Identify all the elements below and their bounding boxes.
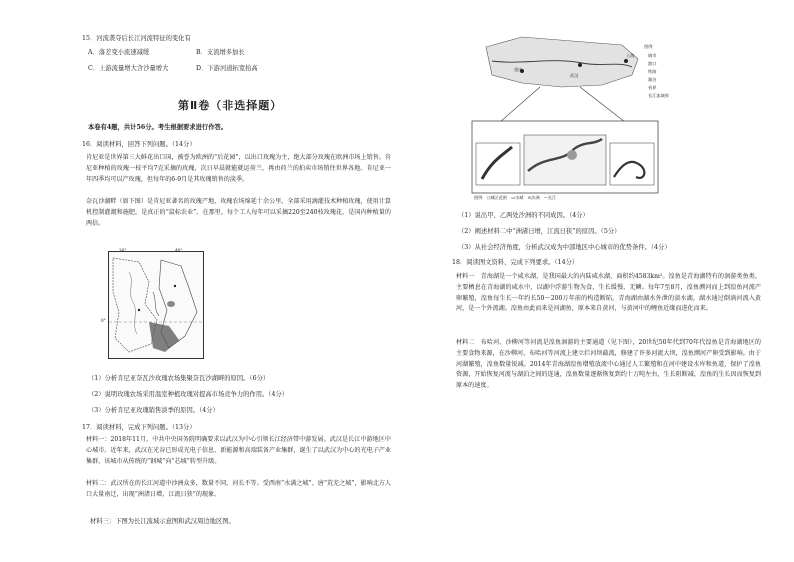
q16-material-1: 肯尼亚是世界第三大鲜花出口国，被誉为欧洲的“后花园”，以出口玫瑰为主，绝大部分玫瑰在欧洲市场上销售。肯尼亚种植的玫瑰一枝平均7克采摘的玫瑰，次日早晨就能就运荷兰，再由荷兰的拍卖市场销往世界各地。肯尼亚一年四季均可以产玫瑰，但每年的6-9月是其玫瑰销售的淡季。	[86, 154, 391, 183]
legend-item-2: 港口	[648, 61, 657, 66]
q17-sub3: （3）从社会经济角度，分析武汉成为中部地区中心城市的优势条件。（4分）	[458, 244, 671, 251]
q17-material-2: 材料二：武汉所在的长江河道中沙洲众多，数量不同、河长不等。受西南“水满之城”、唐“荒芜之城”，影响北方人口大量南迁，出现“洲渚日增，江流日狭”的现象。	[86, 480, 391, 498]
map-equator: 0°	[101, 318, 106, 323]
q15-option-a: A．落差变小流速减缓	[88, 49, 150, 56]
q16-sub3: （3）分析肯尼亚玫瑰销售淡季的原因。（4分）	[88, 407, 219, 414]
section-instructions: 本卷有4题，共计56分。考生根据要求进行作答。	[88, 124, 228, 131]
q18-material-1: 材料一 青海湖是一个咸水湖，是我国最大的内陆咸水湖，面积约4583km²。湟鱼是青海湖特有的洄游类鱼类，主要栖息在青海湖的咸水中，以湖中浮游生物为食，生长缓慢、无鳞。每年7至8月，湟鱼溯河而上到湟鱼河流产卵繁殖，湟鱼每生长一年约长50～200万年前的构造断陷，青海湖由湖水外泄的淡水湖，湖水通过倒淌河流入黄河，是一个外流湖。湟鱼由此而来是河湖鱼，原本来自黄河，与黄河中的鲤鱼近缘而进化而来。	[456, 273, 761, 313]
map-legend	[644, 44, 694, 106]
map-lon-2: 40°	[175, 248, 183, 253]
q17-material-3: 材料三：下图为长江流域示意图和武汉周边地区图。	[90, 518, 235, 525]
map-lon-1: 36°	[119, 248, 127, 253]
legend-title: 图例	[644, 44, 653, 49]
legend-item-3: 铁路	[648, 69, 657, 74]
naivasha-map	[101, 248, 204, 359]
q17-stem: 17．阅读材料，完成下列问题。（13分）	[82, 424, 196, 431]
legend-item-1: 城市	[648, 53, 657, 58]
q15-stem: 15．河流袭夺后长江河流特征的变化有	[82, 35, 191, 42]
map-bottom-legend: 图例 ○城区范围 ▭水域 ⊙沙洲 —长江	[474, 195, 557, 200]
legend-item-5: 省界	[648, 85, 657, 90]
legend-item-4: 湖泊	[648, 77, 657, 82]
q16-stem: 16．阅读材料，回答下列问题。（14分）	[82, 141, 196, 148]
legend-item-6: 长江流域界	[648, 93, 669, 98]
section-title: 第Ⅱ卷（非选择题）	[178, 99, 283, 112]
map-city-chongqing: 重庆	[514, 67, 523, 72]
map-city-shanghai: 上海	[626, 53, 635, 58]
q16-sub1: （1）分析肯尼亚奈瓦沙玫瑰农场集聚奈瓦沙湖畔的原因。（6分）	[88, 375, 270, 382]
q15-option-c: C．上游流量增大含沙量增大	[88, 65, 169, 72]
q15-option-d: D．下游河道拓宽抬高	[196, 65, 258, 72]
q15-option-b: B．支流增多加长	[196, 49, 245, 56]
q17-sub2: （2）阐述材料二中“洲渚日增，江流日狭”的原因。（5分）	[458, 228, 621, 235]
yangtze-map-drawing	[462, 31, 672, 203]
naivasha-map-drawing	[109, 252, 203, 358]
q16-sub2: （2）说明玫瑰农场采用温室种植玫瑰对提高市场竞争力的作用。（4分）	[88, 391, 289, 398]
q17-material-1: 材料一：2018年11月，中共中央国务院明确要求以武汉为中心引领长江经济带中游发展。武汉是长江中游地区中心城市。近年来，武汉在光谷已形成光电子信息、新能源和高端装备产业集群，诞生了以武汉为中心的光电子产业集群，该城市从传统的“钢城”向“芯城”转型升级。	[86, 436, 391, 465]
q18-stem: 18．阅读图文资料，完成下列要求。（14分）	[452, 259, 579, 266]
map-city-wuhan: 武汉	[570, 73, 579, 78]
yangtze-map	[462, 31, 672, 203]
q16-material-2: 奈瓦沙湖畔（如下图）是肯尼亚著名的玫瑰产地，玫瑰农场绵延十余公里，全部采用滴灌技术种植玫瑰，使用计算机控制灌溉和施肥，是真正的“鼠标农业”。在那里，每个工人每年可以采摘220至240枝玫瑰花，是国内种植量的两倍。	[86, 198, 391, 227]
q17-sub1: （1）说出甲、乙两处沙洲的不同成因。（4分）	[458, 212, 589, 219]
q18-material-2: 材料二 布哈河、沙柳河等河流是湟鱼洄游的主要通道（见下图），20世纪50年代到70年代湟鱼是青海湖地区的主要食物来源，在沙柳河，布哈河等河流上建立拦河坝截流，修建了许多河流大坝，湟鱼溯河产卵受到影响。由于河湖繁殖，湟鱼数量锐减。2014年青海湖湟鱼增殖放流中心通过人工繁殖和在河中建设水库和鱼道，保护了湟鱼资源，开始恢复河流与湖泊之间的连通，湟鱼数量逐渐恢复到约十万吨左右，生长阻断减，湟鱼的生长因而恢复到原本的速度。	[456, 339, 761, 390]
